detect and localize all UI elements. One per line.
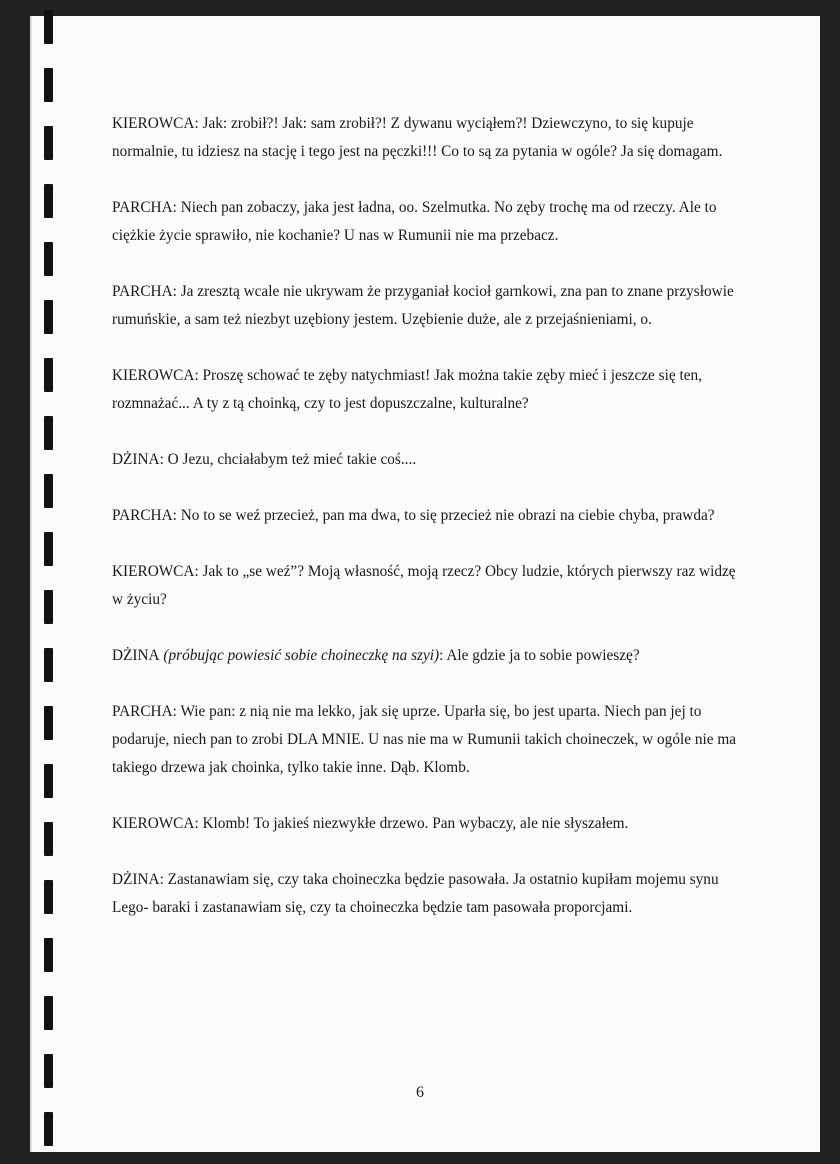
dialogue-line bbox=[112, 810, 742, 838]
binding-hole bbox=[44, 300, 53, 334]
binding-hole bbox=[44, 764, 53, 798]
speaker-name: PARCHA bbox=[112, 507, 173, 524]
dialogue-line bbox=[112, 642, 742, 670]
dialogue-line bbox=[112, 558, 742, 614]
binding-hole bbox=[44, 10, 53, 44]
dialogue-text: : Niech pan zobaczy, jaka jest ładna, oo. Szelmutka. No zęby trochę ma od rzeczy. Ale to ciężkie życie sprawiło, nie kochanie? U nas w Rumunii nie ma przebacz. bbox=[112, 199, 717, 244]
speaker-name: PARCHA bbox=[112, 283, 173, 300]
dialogue-line bbox=[112, 362, 742, 418]
dialogue-line bbox=[112, 194, 742, 250]
page-number: 6 bbox=[416, 1084, 424, 1101]
dialogue-line bbox=[112, 446, 742, 474]
dialogue-text: : Jak: zrobił?! Jak: sam zrobił?! Z dywanu wyciąłem?! Dziewczyno, to się kupuje normalnie, tu idziesz na stację i tego jest na pęczki!!! Co to są za pytania w ogóle? Ja się domagam. bbox=[112, 115, 723, 160]
binding-hole bbox=[44, 416, 53, 450]
binding-hole bbox=[44, 996, 53, 1030]
binding-hole bbox=[44, 938, 53, 972]
dialogue-text: : Zastanawiam się, czy taka choineczka będzie pasowała. Ja ostatnio kupiłam mojemu synu Lego- baraki i zastanawiam się, czy ta choineczka będzie tam pasowała proporcjami. bbox=[112, 871, 719, 916]
dialogue-line bbox=[112, 502, 742, 530]
speaker-name: KIEROWCA bbox=[112, 815, 195, 832]
binding-hole bbox=[44, 532, 53, 566]
binding-hole bbox=[44, 822, 53, 856]
dialogue-text: : No to se weź przecież, pan ma dwa, to się przecież nie obrazi na ciebie chyba, prawda? bbox=[172, 507, 715, 524]
binding-hole bbox=[44, 880, 53, 914]
binding-hole bbox=[44, 706, 53, 740]
speaker-name: DŻINA bbox=[112, 451, 160, 468]
binding-hole bbox=[44, 648, 53, 682]
binding-hole bbox=[44, 474, 53, 508]
speaker-name: DŻINA bbox=[112, 647, 160, 664]
dialogue-line bbox=[112, 698, 742, 782]
dialogue-text: : Wie pan: z nią nie ma lekko, jak się uprze. Uparła się, bo jest uparta. Niech pan jej to podaruje, niech pan to zrobi DLA MNIE. U nas nie ma w Rumunii takich choineczek, w ogóle nie ma takiego drzewa jak choinka, tylko takie inne. Dąb. Klomb. bbox=[112, 703, 737, 776]
binding-hole bbox=[44, 242, 53, 276]
binding-hole bbox=[44, 184, 53, 218]
speaker-name: PARCHA bbox=[112, 199, 173, 216]
dialogue-text: : Klomb! To jakieś niezwykłe drzewo. Pan wybaczy, ale nie słyszałem. bbox=[194, 815, 629, 832]
script-body bbox=[112, 110, 742, 950]
dialogue-text: : Ja zresztą wcale nie ukrywam że przyganiał kocioł garnkowi, zna pan to znane przysłowie rumuńskie, a sam też niezbyt uzębiony jestem. Uzębienie duże, ale z przejaśnieniami, o. bbox=[112, 283, 734, 328]
dialogue-text: : O Jezu, chciałabym też mieć takie coś.... bbox=[159, 451, 417, 468]
binding-hole bbox=[44, 1054, 53, 1088]
speaker-name: KIEROWCA bbox=[112, 563, 195, 580]
speaker-name: PARCHA bbox=[112, 703, 173, 720]
binding-hole bbox=[44, 1112, 53, 1146]
speaker-name: KIEROWCA bbox=[112, 367, 195, 384]
binding-hole bbox=[44, 590, 53, 624]
stage-direction: (próbując powiesić sobie choineczkę na szyi) bbox=[159, 647, 440, 664]
dialogue-text: : Ale gdzie ja to sobie powieszę? bbox=[439, 647, 640, 664]
dialogue-line bbox=[112, 110, 742, 166]
dialogue-line bbox=[112, 278, 742, 334]
dialogue-text: : Proszę schować te zęby natychmiast! Jak można takie zęby mieć i jeszcze się ten, rozmnażać... A ty z tą choinką, czy to jest dopuszczalne, kulturalne? bbox=[112, 367, 702, 412]
dialogue-text: : Jak to „se weź”? Moją własność, moją rzecz? Obcy ludzie, których pierwszy raz widzę w życiu? bbox=[112, 563, 736, 608]
binding-hole bbox=[44, 68, 53, 102]
binding-holes bbox=[44, 10, 54, 1160]
dialogue-line bbox=[112, 866, 742, 922]
binding-hole bbox=[44, 358, 53, 392]
speaker-name: DŻINA bbox=[112, 871, 160, 888]
speaker-name: KIEROWCA bbox=[112, 115, 195, 132]
binding-hole bbox=[44, 126, 53, 160]
